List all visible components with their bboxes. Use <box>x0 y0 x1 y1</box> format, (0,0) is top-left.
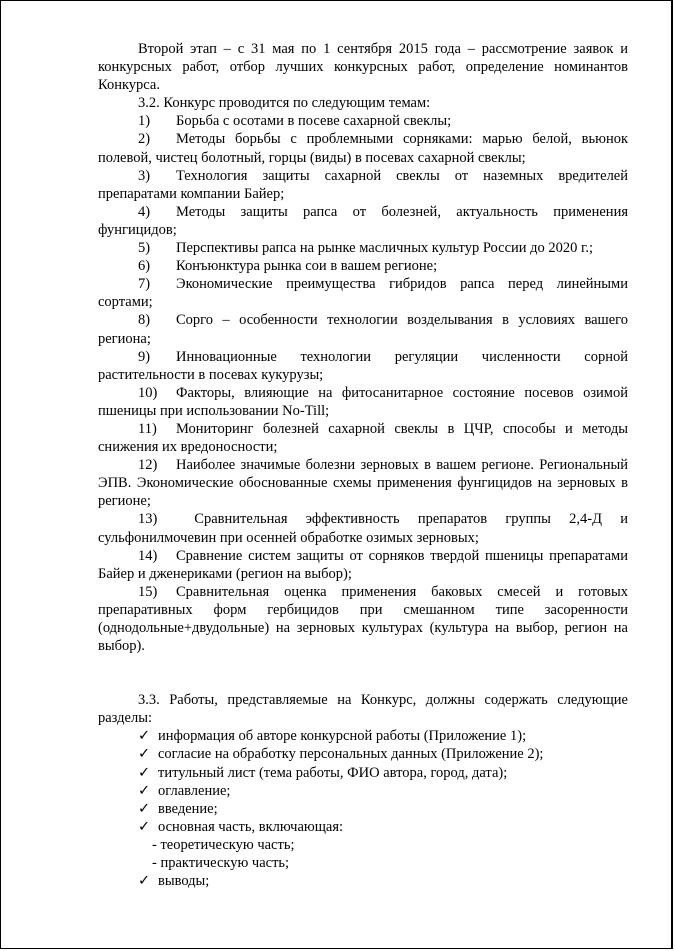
topic-text: Инновационные технологии регуляции численности сорной растительности в посевах кукурузы; <box>98 348 628 383</box>
topic-text: Методы борьбы с проблемными сорняками: марью белой, вьюнок полевой, чистец болотный, горцы (виды) в посевах сахарной свеклы; <box>98 131 628 166</box>
topic-item <box>98 456 628 510</box>
topic-text: Сравнение систем защиты от сорняков твердой пшеницы препаратами Байер и дженериками (регион на выбор); <box>98 547 628 582</box>
checklist-text: основная часть, включающая: <box>158 818 344 835</box>
topic-item <box>98 348 628 384</box>
topic-number: 2) <box>138 131 151 148</box>
topic-text: Методы защиты рапса от болезней, актуальность применения фунгицидов; <box>98 203 628 238</box>
checklist-item <box>98 800 628 818</box>
topic-number: 15) <box>138 583 158 600</box>
checklist-item <box>98 818 628 836</box>
topic-text: Сравнительная оценка применения баковых смесей и готовых препаративных форм гербицидов при смешанном типе засоренности (однодольные+двудольные) на зерновых культурах (культура на выбор, регион на выбор). <box>98 583 628 655</box>
topic-item <box>98 547 628 583</box>
topic-text: Перспективы рапса на рынке масличных культур России до 2020 г.; <box>176 240 594 257</box>
topic-number: 4) <box>138 203 151 220</box>
checkmark-icon: ✓ <box>138 782 151 799</box>
topic-text: Технология защиты сахарной свеклы от наземных вредителей препаратами компании Байер; <box>98 167 628 202</box>
topic-number: 5) <box>138 240 151 257</box>
document-body <box>98 40 628 890</box>
topic-number: 9) <box>138 348 151 365</box>
topic-number: 12) <box>138 457 158 474</box>
checklist-text: введение; <box>158 800 218 817</box>
checklist-item <box>98 727 628 745</box>
topic-text: Мониторинг болезней сахарной свеклы в ЦЧР, способы и методы снижения их вредоносности; <box>98 420 628 456</box>
topic-number: 6) <box>138 258 151 275</box>
topics-list <box>98 112 628 655</box>
checkmark-icon: ✓ <box>138 818 151 835</box>
topic-number: 10) <box>138 384 158 401</box>
checkmark-icon: ✓ <box>138 873 151 890</box>
sections-heading: 3.3. Работы, представляемые на Конкурс, должны содержать следующие разделы: <box>98 692 628 727</box>
topic-item <box>98 239 628 257</box>
checklist-item <box>98 872 628 890</box>
topic-item <box>98 167 628 203</box>
paragraph-spacer <box>98 655 628 691</box>
checkmark-icon: ✓ <box>138 728 151 745</box>
topic-text: Факторы, влияющие на фитосанитарное состояние посевов озимой пшеницы при использовании No-Till; <box>98 384 628 419</box>
checklist-item <box>98 782 628 800</box>
topic-number: 7) <box>138 276 151 293</box>
checklist-text: оглавление; <box>158 782 231 799</box>
checklist-text: выводы; <box>158 873 210 890</box>
topic-text: Экономические преимущества гибридов рапса перед линейными сортами; <box>98 276 628 311</box>
topic-number: 8) <box>138 312 151 329</box>
topics-heading: 3.2. Конкурс проводится по следующим темам: <box>138 95 431 112</box>
topic-text: Сравнительная эффективность препаратов группы 2,4-Д и сульфонилмочевин при осенней обработке озимых зерновых; <box>98 511 628 546</box>
topic-text: Наиболее значимые болезни зерновых в вашем регионе. Региональный ЭПВ. Экономические обоснованные схемы применения фунгицидов на зерновых в регионе; <box>98 457 628 510</box>
sections-checklist <box>98 727 628 890</box>
topic-item <box>98 420 628 456</box>
topic-item <box>98 130 628 166</box>
checkmark-icon: ✓ <box>138 746 151 763</box>
checkmark-icon: ✓ <box>138 764 151 781</box>
topic-text: Борьба с осотами в посеве сахарной свеклы; <box>176 113 452 130</box>
topic-item <box>98 583 628 655</box>
intro-paragraph: Второй этап – с 31 мая по 1 сентября 2015 года – рассмотрение заявок и конкурсных работ, отбор лучших конкурсных работ, определение номинантов Конкурса. <box>98 41 628 94</box>
checklist-item <box>98 745 628 763</box>
checklist-text: титульный лист (тема работы, ФИО автора, город, дата); <box>158 764 508 781</box>
checklist-text: информация об авторе конкурсной работы (Приложение 1); <box>158 728 527 745</box>
topic-item <box>98 112 628 130</box>
sub-item: - практическую часть; <box>152 855 290 872</box>
checklist-text: согласие на обработку персональных данных (Приложение 2); <box>158 746 544 763</box>
topic-text: Сорго – особенности технологии возделывания в условиях вашего региона; <box>98 312 628 347</box>
topic-number: 1) <box>138 113 151 130</box>
topic-number: 3) <box>138 167 151 184</box>
topic-item <box>98 384 628 420</box>
checkmark-icon: ✓ <box>138 800 151 817</box>
topic-item <box>98 203 628 239</box>
topic-number: 11) <box>138 420 157 437</box>
topic-item <box>98 311 628 347</box>
topic-item <box>98 275 628 311</box>
topic-text: Конъюнктура рынка сои в вашем регионе; <box>176 258 438 275</box>
topic-item <box>98 257 628 275</box>
checklist-item <box>98 764 628 782</box>
topic-number: 14) <box>138 547 158 564</box>
topic-item <box>98 510 628 546</box>
sub-item: - теоретическую часть; <box>152 836 295 853</box>
topic-number: 13) <box>138 511 158 528</box>
